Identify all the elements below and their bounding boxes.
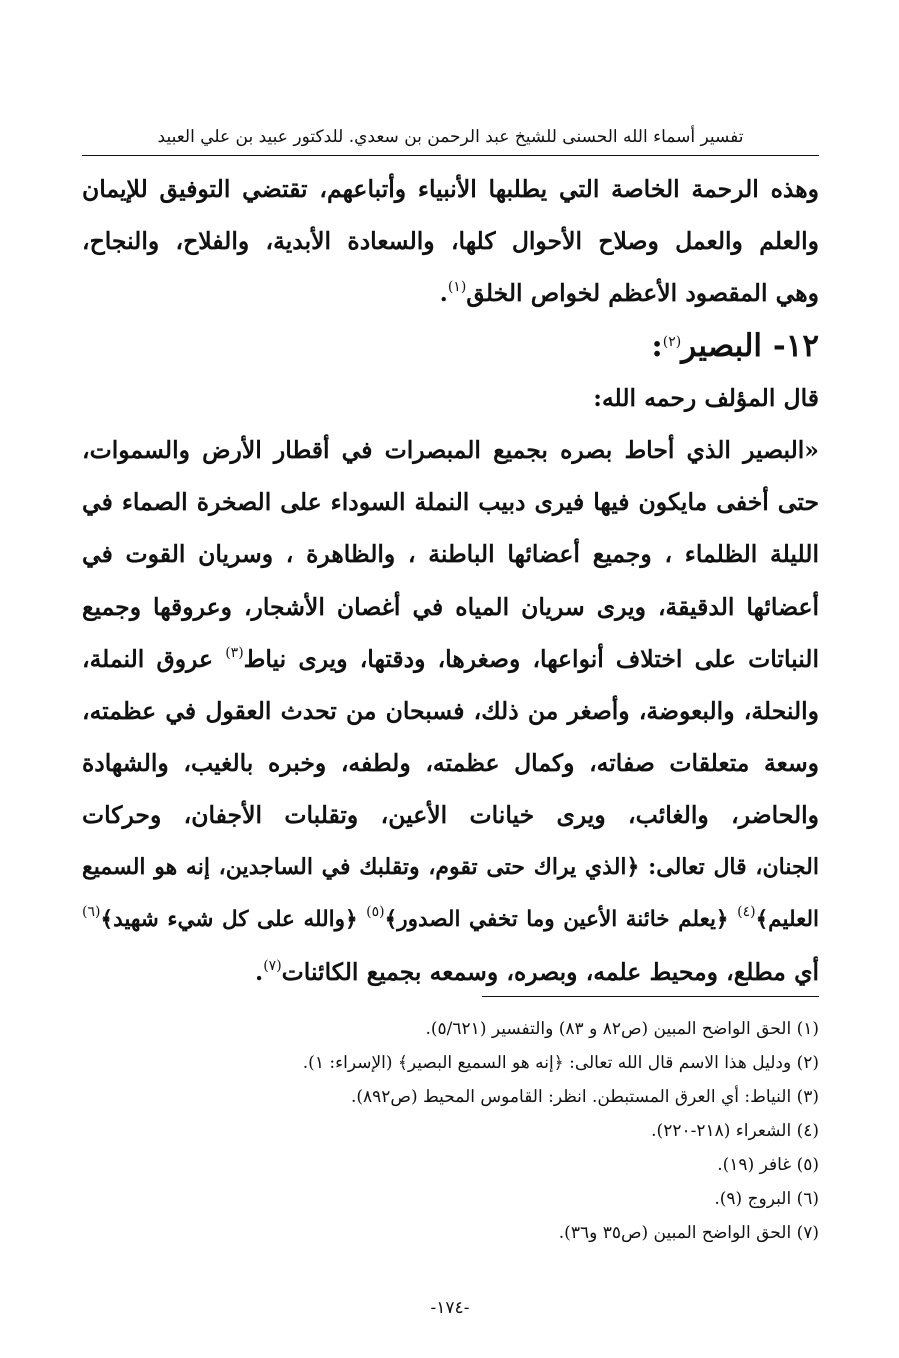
quote-line-5 [82,633,819,685]
footnote-5: (٥) غافر (١٩). [717,1155,819,1175]
footnote-ref-2: (٢) [662,333,682,350]
quote-line-4: أعضائها الدقيقة، ويرى سريان المياه في أغصان الأشجار، وعروقها وجميع [82,592,819,621]
quote-line-6: والنحلة، والبعوضة، وأصغر من ذلك، فسبحان من تحدث العقول في عظمته، [82,696,819,725]
footnote-4: (٤) الشعراء (٢١٨-٢٢٠). [651,1121,819,1141]
quote-line-11-tail: . [255,957,264,986]
section-heading-text: ١٢- البصير [681,327,819,364]
footnotes [82,1012,819,1250]
quote-line-9: الجنان، قال تعالى: ﴿الذي يراك حتى تقوم، وتقلبك في الساجدين، إنه هو السميع [82,854,819,881]
quote-line-11-text: أي مطلع، ومحيط علمه، وبصره، وسمعه بجميع الكائنات [281,957,819,986]
quote-line-10-text: العليم﴾ [755,906,819,932]
quote-line-1: «البصير الذي أحاط بصره بجميع المبصرات في أقطار الأرض والسموات، [82,435,819,464]
main-text [82,163,819,998]
quote-line-3: الليلة الظلماء ، وجميع أعضائها الباطنة ، والظاهرة ، وسريان القوت في [82,540,819,569]
quote-line-8: والحاضر، والغائب، ويرى خيانات الأعين، وتقلبات الأجفان، وحركات [82,801,819,830]
body-line-2: والعلم والعمل وصلاح الأحوال كلها، والسعادة الأبدية، والفلاح، والنجاح، [82,227,819,256]
footnote-1: (١) الحق الواضح المبين (ص٨٢ و ٨٣) والتفسير (٥/٦٢١). [425,1019,819,1039]
running-header: تفسير أسماء الله الحسنى للشيخ عبد الرحمن بن سعدي. للدكتور عبيد بن علي العبيد [157,127,744,147]
quote-line-10-verse-2: ﴿يعلم خائنة الأعين وما تخفي الصدور﴾ [384,906,738,932]
footnote-ref-6: (٦) [82,903,101,920]
footnote-ref-4: (٤) [737,903,756,920]
quote-line-2: حتى أخفى مايكون فيها فيرى دبيب النملة السوداء على الصخرة الصماء في [82,488,819,517]
body-line-3 [82,267,819,319]
footnote-separator [482,996,819,997]
footnote-ref-1: (١) [447,279,467,296]
quote-line-7: وسعة متعلقات صفاته، وكمال عظمته، ولطفه، وخبره بالغيب، والشهادة [82,749,819,778]
header-rule [82,155,819,156]
footnote-6: (٦) البروج (٩). [714,1189,819,1209]
page-number: -١٧٤- [430,1298,470,1318]
quote-line-5-tail: عروق النملة، [82,644,226,673]
body-line-3-tail: . [439,279,448,308]
footnote-ref-5: (٥) [366,903,385,920]
quote-line-10-verse-3: ﴿والله على كل شيء شهيد﴾ [100,906,367,932]
quote-line-11 [82,946,819,998]
footnote-ref-3: (٣) [225,644,244,661]
quote-line-5-text: النباتات على اختلاف أنواعها، وصغرها، ودقتها، ويرى نياط [243,644,819,673]
body-line-1: وهذه الرحمة الخاصة التي يطلبها الأنبياء وأتباعهم، تقتضي التوفيق للإيمان [82,175,819,203]
footnote-7: (٧) الحق الواضح المبين (ص٣٥ و٣٦). [558,1223,819,1243]
author-said-line: قال المؤلف رحمه الله: [593,383,819,412]
footnote-2: (٢) ودليل هذا الاسم قال الله تعالى: ﴿إنه هو السميع البصير﴾ (الإسراء: ١). [302,1053,819,1073]
footnote-ref-7: (٧) [263,957,282,974]
quote-line-10 [82,894,819,946]
section-heading-colon: : [651,327,663,364]
body-line-3-text: وهي المقصود الأعظم لخواص الخلق [466,279,819,308]
section-heading [82,320,819,372]
footnote-3: (٣) النياط: أي العرق المستبطن. انظر: القاموس المحيط (ص٨٩٢). [350,1087,819,1107]
